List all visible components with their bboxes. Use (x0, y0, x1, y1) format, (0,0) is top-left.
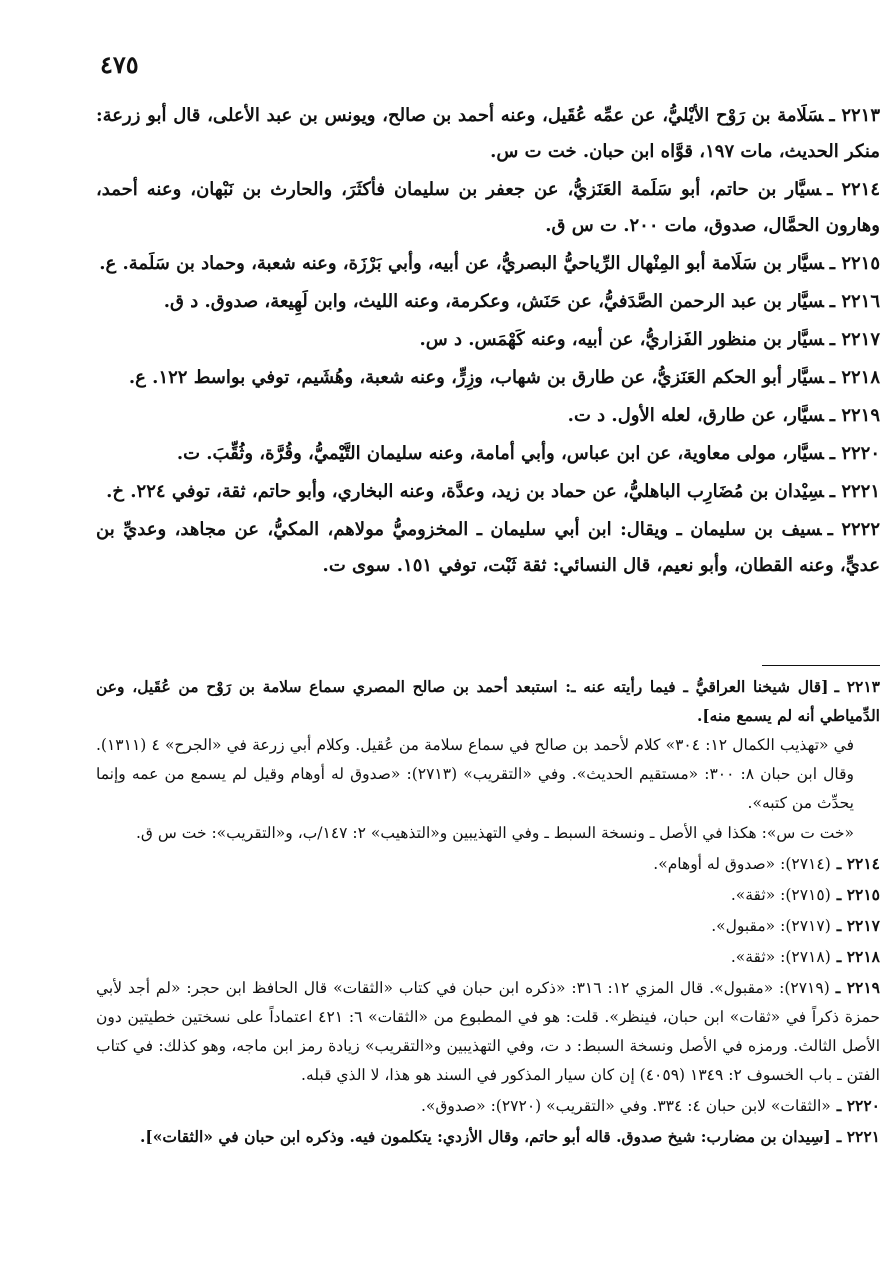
footnote-text: في «تهذيب الكمال ١٢: ٣٠٤» كلام لأحمد بن صالح في سماع سلامة من عُقيل. وكلام أبي زرعة في «الجرح» ٤ (١٣١١). وقال ابن حبان ٨: ٣٠٠: «مستقيم الحديث». وفي «التقريب» (٢٧١٣): «صدوق له أوهام وقيل لم يسمع من عمه وإنما يحدِّث من كتبه». (96, 736, 854, 812)
entry-number: ٢٢١٦ ـ (829, 291, 880, 312)
biography-entries (96, 98, 880, 586)
entry-number: ٢٢١٥ ـ (829, 253, 880, 274)
biography-entry (96, 360, 880, 396)
biography-entry (96, 512, 880, 584)
footnote-text: (٢٧١٧): «مقبول». (711, 917, 831, 935)
biography-entry (96, 474, 880, 510)
biography-entry (96, 436, 880, 472)
footnote-number: ٢٢١٤ ـ (836, 854, 880, 873)
entry-text: سيَّار، مولى معاوية، عن ابن عباس، وأبي أمامة، وعنه سليمان التَّيْميُّ، وقُرَّة، وثُقِّبَ. ت. (176, 443, 824, 464)
footnote-number: ٢٢١٣ ـ (834, 677, 881, 696)
footnote (96, 973, 880, 1090)
entry-text: سيَّار بن سَلَامة أبو المِنْهال الرِّياحيُّ البصريُّ، عن أبيه، وأبي بَرْزَة، وعنه شعبة، وحماد بن سَلَمة. ع. (99, 253, 824, 274)
entry-number: ٢٢١٨ ـ (829, 367, 880, 388)
footnote-number: ٢٢١٥ ـ (836, 885, 880, 904)
page-number: ٤٧٥ (100, 50, 139, 79)
footnote (96, 1091, 880, 1121)
entry-text: سيَّار أبو الحكم العَنَزيُّ، عن طارق بن شهاب، وزِرٍّ، وعنه شعبة، وهُشَيم، توفي بواسط ١٢٢. ع. (128, 367, 824, 388)
entry-text: سَلَامة بن رَوْح الأيْليُّ، عن عمِّه عُقَيل، وعنه أحمد بن صالح، ويونس بن عبد الأعلى، قال أبو زرعة: منكر الحديث، مات ١٩٧، قوَّاه ابن حبان. خت ت س. (96, 105, 880, 162)
entry-text: سيَّار بن عبد الرحمن الصَّدَفيُّ، عن حَنَش، وعكرمة، وعنه الليث، وابن لَهِيعة، صدوق. د ق. (163, 291, 824, 312)
footnote (96, 731, 880, 818)
biography-entry (96, 246, 880, 282)
footnote-text: (٢٧١٤): «صدوق له أوهام». (653, 855, 831, 873)
footnote-number: ٢٢٢٠ ـ (836, 1096, 880, 1115)
biography-entry (96, 284, 880, 320)
footnote (96, 880, 880, 910)
footnote (96, 911, 880, 941)
footnote-text: «الثقات» لابن حبان ٤: ٣٣٤. وفي «التقريب» (٢٧٢٠): «صدوق». (420, 1097, 831, 1115)
footnote-text: [سِيدان بن مضارب: شيخ صدوق. قاله أبو حاتم، وقال الأزدي: يتكلمون فيه. وذكره ابن حبان في «الثقات»]. (139, 1127, 831, 1146)
entry-number: ٢٢٢٠ ـ (829, 443, 880, 464)
footnote-number: ٢٢١٨ ـ (836, 947, 880, 966)
entry-text: سيَّار، عن طارق، لعله الأول. د ت. (567, 405, 824, 426)
footnote (96, 819, 880, 848)
entry-number: ٢٢٢١ ـ (829, 481, 880, 502)
entry-text: سيف بن سليمان ـ ويقال: ابن أبي سليمان ـ المخزوميُّ مولاهم، المكيُّ، عن مجاهد، وعديِّ بن عديٍّ، وعنه القطان، وأبو نعيم، قال النسائي: ثقة ثَبْت، توفي ١٥١. سوى ت. (96, 519, 880, 576)
biography-entry (96, 172, 880, 244)
footnote-number: ٢٢١٩ ـ (835, 978, 881, 997)
footnote (96, 672, 880, 730)
entry-number: ٢٢٢٢ ـ (827, 519, 880, 540)
footnote-text: (٢٧١٩): «مقبول». قال المزي ١٢: ٣١٦: «ذكره ابن حبان في كتاب «الثقات» قال الحافظ ابن حجر: «لم أجد لأبي حمزة ذكراً في «ثقات» ابن حبان، فينظر». قلت: هو في المطبوع من «الثقات» ٦: ٤٢١ اعتماداً على نسختين خطيتين دون الأصل الثالث. ورمزه في الأصل ونسخة السبط: د ت، وفي التهذيبين و«التقريب» زيادة رمز ابن ماجه، وهو كذلك: في كتاب الفتن ـ باب الخسوف ٢: ١٣٤٩ (٤٠٥٩) إن كان سيار المذكور في السند هو هذا، لا الذي قبله. (96, 979, 880, 1084)
biography-entry (96, 398, 880, 434)
footnote-text: (٢٧١٨): «ثقة». (730, 948, 831, 966)
footnote-number: ٢٢١٧ ـ (836, 916, 880, 935)
biography-entry (96, 98, 880, 170)
footnote-text: «خت ت س»: هكذا في الأصل ـ ونسخة السبط ـ وفي التهذيبين و«التذهيب» ٢: ١٤٧/ب، و«التقريب»: خت س ق. (136, 824, 854, 842)
footnote (96, 942, 880, 972)
entry-number: ٢٢١٤ ـ (827, 179, 880, 200)
entry-number: ٢٢١٩ ـ (829, 405, 880, 426)
footnotes (96, 672, 880, 1152)
biography-entry (96, 322, 880, 358)
entry-text: سِيْدان بن مُضَارِب الباهليُّ، عن حماد بن زيد، وعدَّة، وعنه البخاري، وأبو حاتم، ثقة، توفي ٢٢٤. خ. (106, 481, 824, 502)
footnote-divider (762, 665, 880, 666)
entry-text: سيَّار بن منظور الفَزاريُّ، عن أبيه، وعنه كَهْمَس. د س. (419, 329, 824, 350)
footnote (96, 849, 880, 879)
footnote (96, 1122, 880, 1151)
footnote-number: ٢٢٢١ ـ (836, 1127, 880, 1146)
footnote-text: [قال شيخنا العراقيُّ ـ فيما رأيته عنه ـ: استبعد أحمد بن صالح المصري سماع سلامة بن رَوْح من عُقَيل، وعن الدِّمياطي أنه لم يسمع منه]. (96, 677, 880, 725)
entry-number: ٢٢١٧ ـ (829, 329, 880, 350)
entry-number: ٢٢١٣ ـ (829, 105, 881, 126)
entry-text: سيَّار بن حاتم، أبو سَلَمة العَنَزيُّ، عن جعفر بن سليمان فأكثَرَ، والحارث بن نَبْهان، وعنه أحمد، وهارون الحمَّال، صدوق، مات ٢٠٠. ت س ق. (96, 179, 880, 236)
footnote-text: (٢٧١٥): «ثقة». (730, 886, 831, 904)
